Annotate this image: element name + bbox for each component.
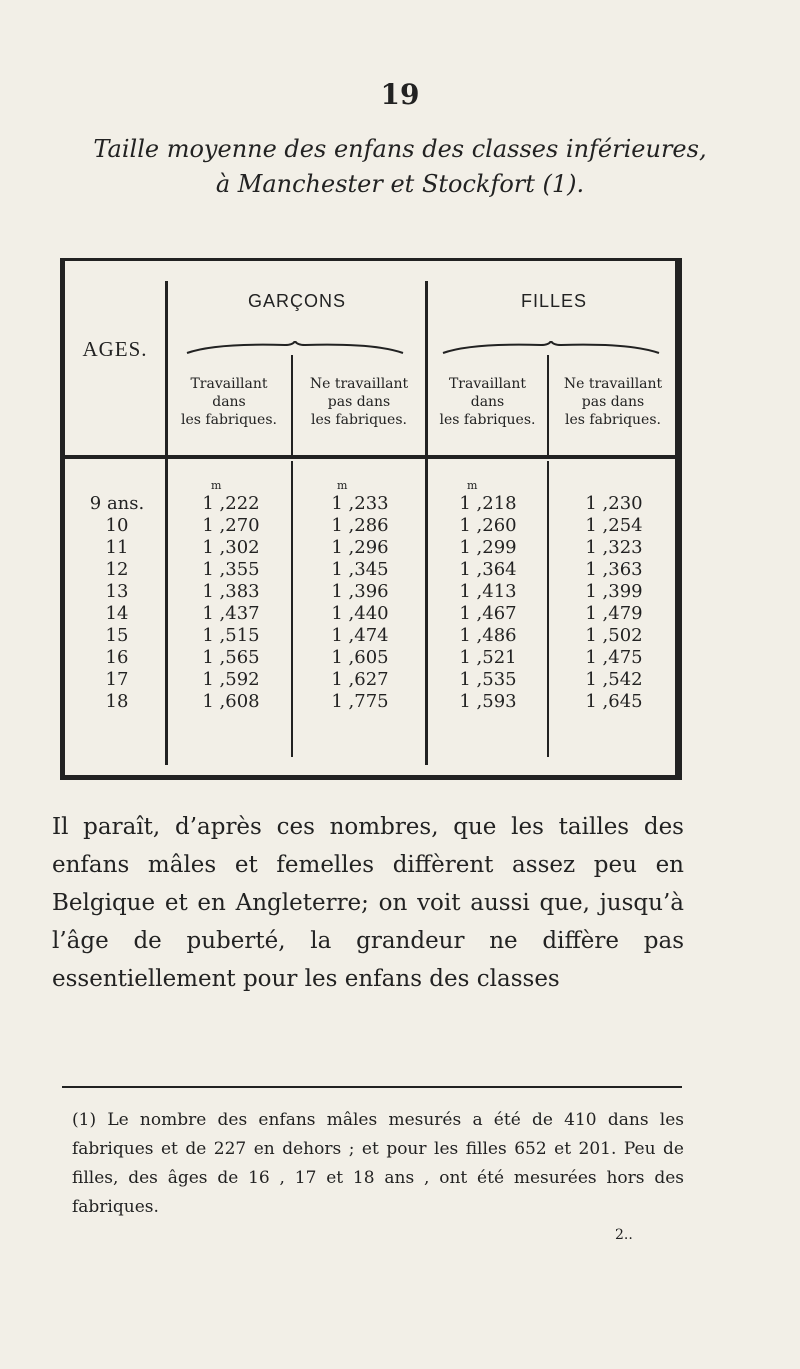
value-cell: 1 ,502: [585, 625, 643, 646]
value-cell: 1 ,542: [585, 669, 643, 690]
ages-header: AGES.: [82, 337, 148, 361]
age-cell: 13: [105, 581, 129, 602]
value-cell: 1 ,230: [585, 493, 643, 514]
sub-header-girls-not-working: Ne travaillant pas dans les fabriques.: [563, 376, 663, 429]
table-row: [65, 647, 675, 669]
title-line-1: Taille moyenne des enfans des classes inférieures,: [93, 135, 707, 163]
sub-header-boys-not-working: Ne travaillant pas dans les fabriques.: [309, 376, 409, 429]
boys-brace: [185, 341, 405, 355]
age-cell: 12: [105, 559, 129, 580]
title-line-2: à Manchester et Stockfort (1).: [215, 169, 585, 198]
value-cell: 1 ,345: [331, 559, 389, 580]
value-cell: 1 ,355: [202, 559, 260, 580]
sub-header-girls-working: Travaillant dans les fabriques.: [439, 376, 536, 429]
value-cell: 1 ,254: [585, 515, 643, 536]
value-cell: 1 ,474: [331, 625, 389, 646]
header-rule: [65, 455, 675, 459]
value-cell: 1 ,627: [331, 669, 389, 690]
signature-mark: 2..: [615, 1227, 633, 1243]
age-cell: 17: [105, 669, 129, 690]
value-cell: 1 ,399: [585, 581, 643, 602]
value-cell: 1 ,364: [459, 559, 517, 580]
value-cell: 1 ,515: [202, 625, 260, 646]
unit-label-3: m: [467, 479, 478, 492]
table-row: [65, 625, 675, 647]
value-cell: 1 ,605: [331, 647, 389, 668]
value-cell: 1 ,535: [459, 669, 517, 690]
table-row: [65, 493, 675, 515]
age-cell: 15: [105, 625, 129, 646]
table-row: [65, 603, 675, 625]
value-cell: 1 ,363: [585, 559, 643, 580]
value-cell: 1 ,467: [459, 603, 517, 624]
boys-header: GARÇONS: [247, 291, 346, 311]
height-table: [60, 258, 682, 780]
value-cell: 1 ,479: [585, 603, 643, 624]
value-cell: 1 ,593: [459, 691, 517, 712]
table-row: [65, 559, 675, 581]
value-cell: 1 ,270: [202, 515, 260, 536]
age-cell: 16: [105, 647, 129, 668]
value-cell: 1 ,592: [202, 669, 260, 690]
page-number: 19: [380, 78, 420, 111]
page-title: [0, 132, 800, 202]
value-cell: 1 ,233: [331, 493, 389, 514]
value-cell: 1 ,440: [331, 603, 389, 624]
table-row: [65, 537, 675, 559]
value-cell: 1 ,565: [202, 647, 260, 668]
table-row: [65, 581, 675, 603]
body-paragraph: Il paraît, d’après ces nombres, que les tailles des enfans mâles et femelles diffèrent assez peu en Belgique et en Angleterre; on voit aussi que, jusqu’à l’âge de puberté, la grandeur ne diffère pas essentiellement pour les enfans des classes: [52, 814, 684, 992]
footnote-rule: [62, 1086, 682, 1088]
value-cell: 1 ,396: [331, 581, 389, 602]
value-cell: 1 ,775: [331, 691, 389, 712]
table-row: [65, 691, 675, 713]
value-cell: 1 ,437: [202, 603, 260, 624]
value-cell: 1 ,222: [202, 493, 260, 514]
value-cell: 1 ,645: [585, 691, 643, 712]
unit-label-1: m: [211, 479, 222, 492]
value-cell: 1 ,486: [459, 625, 517, 646]
value-cell: 1 ,218: [459, 493, 517, 514]
girls-header: FILLES: [520, 291, 588, 311]
table-row: [65, 669, 675, 691]
age-cell: 9 ans.: [89, 493, 145, 514]
age-cell: 11: [105, 537, 129, 558]
sub-header-boys-working: Travaillant dans les fabriques.: [181, 376, 277, 429]
value-cell: 1 ,521: [459, 647, 517, 668]
age-cell: 18: [105, 691, 129, 712]
age-cell: 10: [105, 515, 129, 536]
value-cell: 1 ,299: [459, 537, 517, 558]
value-cell: 1 ,260: [459, 515, 517, 536]
value-cell: 1 ,413: [459, 581, 517, 602]
value-cell: 1 ,475: [585, 647, 643, 668]
value-cell: 1 ,286: [331, 515, 389, 536]
unit-label-2: m: [337, 479, 348, 492]
value-cell: 1 ,323: [585, 537, 643, 558]
value-cell: 1 ,302: [202, 537, 260, 558]
age-cell: 14: [105, 603, 129, 624]
value-cell: 1 ,383: [202, 581, 260, 602]
girls-brace: [441, 341, 661, 355]
footnote: (1) Le nombre des enfans mâles mesurés a été de 410 dans les fabriques et de 227 en dehors ; et pour les filles 652 et 201. Peu de filles, des âges de 16 , 17 et 18 ans , ont été mesurées hors des fabriques.: [72, 1110, 684, 1217]
table-row: [65, 515, 675, 537]
value-cell: 1 ,608: [202, 691, 260, 712]
value-cell: 1 ,296: [331, 537, 389, 558]
